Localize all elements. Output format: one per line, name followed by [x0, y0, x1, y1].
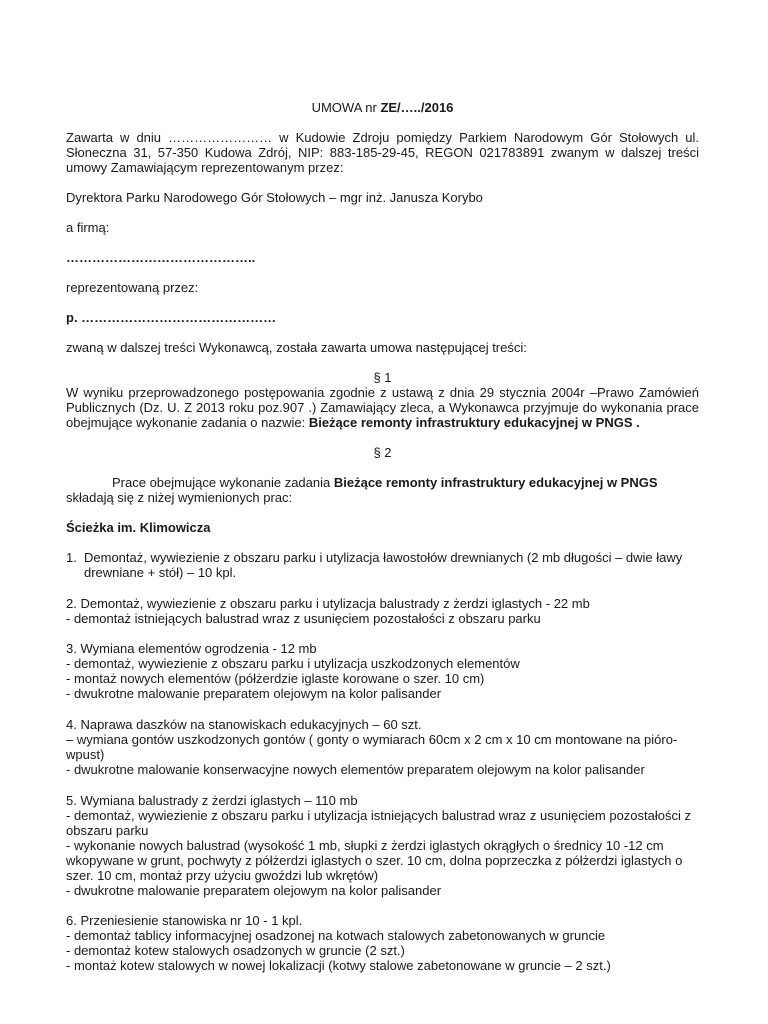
- contract-title-prefix: UMOWA nr: [311, 100, 381, 115]
- work-item-4-detail: – wymiana gontów uszkodzonych gontów ( gonty o wymiarach 60cm x 2 cm x 10 cm montowane na pióro-wpust): [66, 732, 678, 762]
- work-item-5-detail: - demontaż, wywiezienie z obszaru parku i utylizacja istniejących balustrad wraz z usunięciem pozostałości z obszaru parku: [66, 808, 691, 838]
- work-item-5-detail: - dwukrotne malowanie preparatem olejowym na kolor palisander: [66, 883, 442, 898]
- work-item-1: [66, 550, 699, 580]
- work-item-4-detail: - dwukrotne malowanie konserwacyjne nowych elementów preparatem olejowym na kolor palisander: [66, 762, 645, 777]
- section-1-paragraph: [66, 385, 699, 430]
- section-1-heading: § 1: [373, 370, 392, 385]
- work-item-4-title: 4. Naprawa daszków na stanowiskach edukacyjnych – 60 szt.: [66, 717, 422, 732]
- trail-title: Ścieżka im. Klimowicza: [66, 520, 211, 535]
- contractor-line: zwaną w dalszej treści Wykonawcą, została zawarta umowa następującej treści:: [66, 340, 527, 355]
- contract-title: [66, 100, 699, 115]
- represented-by-label: reprezentowaną przez:: [66, 280, 199, 295]
- company-blank: ……………………………………..: [66, 250, 256, 265]
- section-2-paragraph: [66, 475, 699, 505]
- work-item-6-detail: - demontaż tablicy informacyjnej osadzonej na kotwach stalowych zabetonowanych w gruncie: [66, 928, 606, 943]
- section-2-text-end: składają się z niżej wymienionych prac:: [66, 490, 293, 505]
- work-item-3-title: 3. Wymiana elementów ogrodzenia - 12 mb: [66, 641, 317, 656]
- section-2-text: Prace obejmujące wykonanie zadania: [112, 475, 334, 490]
- section-1-text: W wyniku przeprowadzonego postępowania zgodnie z ustawą z dnia 29 stycznia 2004r –Prawo Zamówień Publicznych (Dz. U. Z 2013 roku poz.907 .) Zamawiający zleca, a Wykonawca przyjmuje do wykonania prace obejmujące wykonanie zadania o nazwie:: [66, 385, 699, 430]
- intro-paragraph: Zawarta w dniu …………………… w Kudowie Zdroju pomiędzy Parkiem Narodowym Gór Stołowych ul. Słoneczna 31, 57-350 Kudowa Zdrój, NIP: 883-185-29-45, REGON 021783891 zwanym w dalszej treści umowy Zamawiającym reprezentowanym przez:: [66, 130, 699, 175]
- work-item-6-title: 6. Przeniesienie stanowiska nr 10 - 1 kpl.: [66, 913, 303, 928]
- work-item-2-detail: - demontaż istniejących balustrad wraz z usunięciem pozostałości z obszaru parku: [66, 611, 541, 626]
- work-item-4: [66, 717, 699, 777]
- work-item-3-detail: - demontaż, wywiezienie z obszaru parku i utylizacja uszkodzonych elementów: [66, 656, 520, 671]
- work-item-2: [66, 596, 699, 626]
- section-2-heading: § 2: [373, 445, 392, 460]
- contract-number: ZE/…../2016: [380, 100, 454, 115]
- work-item-1-number: 1.: [66, 550, 77, 565]
- and-company-label: a firmą:: [66, 220, 110, 235]
- work-item-5-title: 5. Wymiana balustrady z żerdzi iglastych – 110 mb: [66, 793, 358, 808]
- work-item-1-text: Demontaż, wywiezienie z obszaru parku i utylizacja ławostołów drewnianych (2 mb długości – dwie ławy drewniane + stół) – 10 kpl.: [84, 550, 683, 580]
- work-item-2-title: 2. Demontaż, wywiezienie z obszaru parku i utylizacja balustrady z żerdzi iglastych - 22 mb: [66, 596, 590, 611]
- work-item-3-detail: - montaż nowych elementów (półżerdzie iglaste korowane o szer. 10 cm): [66, 671, 485, 686]
- section-1-task-name: Bieżące remonty infrastruktury edukacyjnej w PNGS .: [308, 415, 640, 430]
- work-item-6-detail: - montaż kotew stalowych w nowej lokalizacji (kotwy stalowe zabetonowane w gruncie – 2 szt.): [66, 958, 611, 973]
- work-item-5: [66, 793, 699, 898]
- document-page: [66, 100, 699, 973]
- section-2-task-name: Bieżące remonty infrastruktury edukacyjnej w PNGS: [333, 475, 658, 490]
- work-item-5-detail: - wykonanie nowych balustrad (wysokość 1 mb, słupki z żerdzi iglastych okrągłych o średnicy 10 -12 cm wkopywane w grunt, pochwyty z półżerdzi iglastych o szer. 10 cm, dolna poprzeczka z półżerdzi iglastych o szer. 10 cm, montaż przy użyciu gwoździ lub wkrętów): [66, 838, 683, 883]
- work-item-6: [66, 913, 699, 973]
- work-item-6-detail: - demontaż kotew stalowych osadzonych w gruncie (2 szt.): [66, 943, 405, 958]
- work-item-3-detail: - dwukrotne malowanie preparatem olejowym na kolor palisander: [66, 686, 442, 701]
- work-item-3: [66, 641, 699, 701]
- person-blank: p. ………………………………………: [66, 310, 277, 325]
- representative-line: Dyrektora Parku Narodowego Gór Stołowych – mgr inż. Janusza Korybo: [66, 190, 483, 205]
